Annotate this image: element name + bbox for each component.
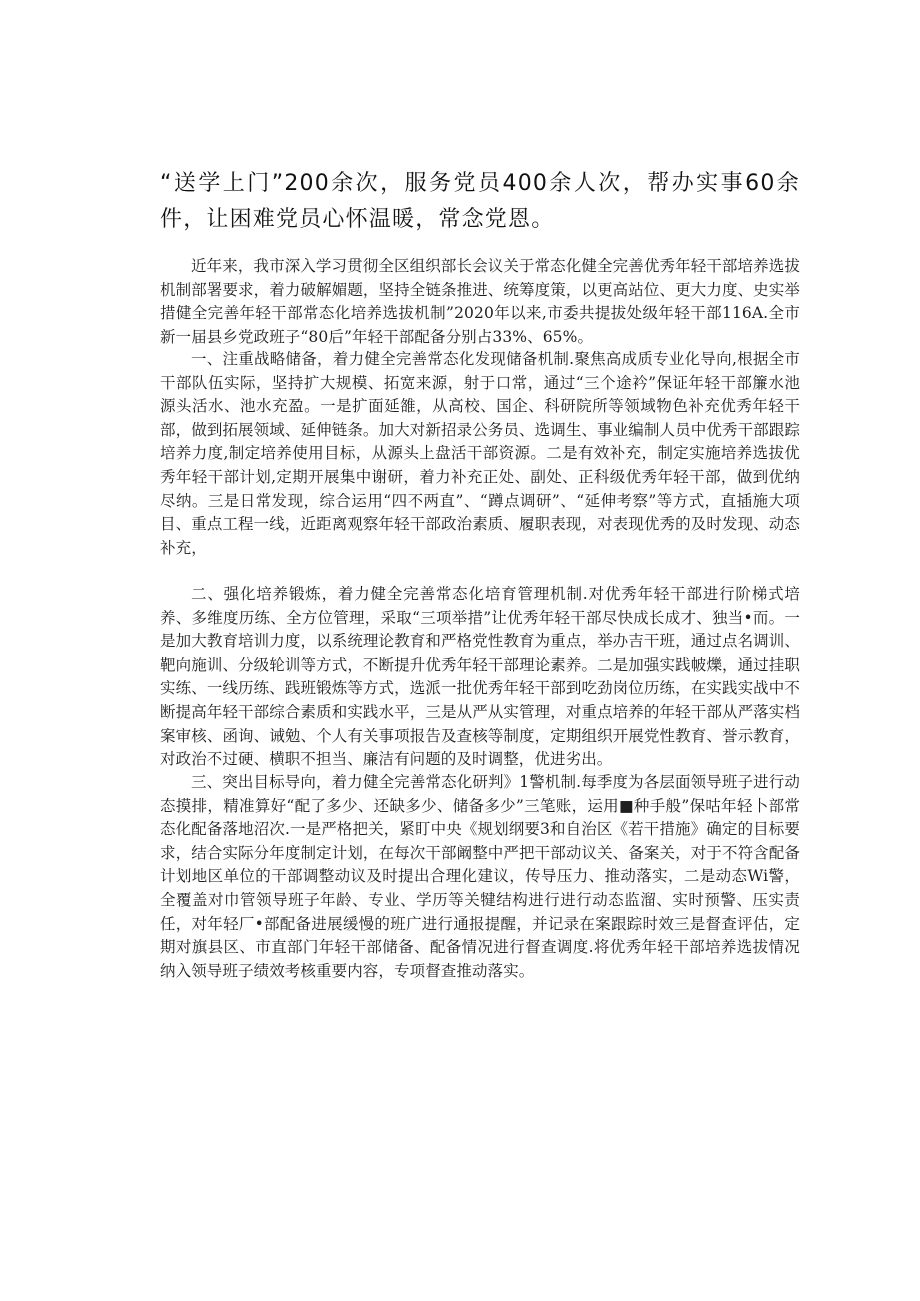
lead-line: “送学上门”200余次，服务党员400余人次，帮办实事60余件，让困难党员心怀温暖，常念党恩。	[160, 171, 800, 232]
paragraph-section-two: 二、强化培养锻炼，着力健全完善常态化培育管理机制.对优秀年轻干部进行阶梯式培养、多维度历练、全方位管理，采取“三项举措”让优秀年轻干部尽快成长成才、独当•而。一是加大教育培训力度，以系统理论教育和严格党性教育为重点，举办吉干班，通过点名调训、靶向施训、分级轮训等方式，不断提升优秀年轻干部理论素养。二是加强实践帔爍，通过挂职实练、一线历练、践班锻炼等方式，选派一批优秀年轻干部到吃劲岗位历练，在实践实战中不断提高年轻干部综合素质和实践水平，三是从严从实管理，对重点培养的年轻干部从严落实档案审核、函询、诫勉、个人有关事项报告及查核等制度，定期组织开展党性教育、誉示教育，对政治不过硬、横职不担当、廉洁有问题的及时调整，优进劣出。	[160, 585, 800, 769]
paragraph-section-one: 一、注重战略储备，着力健全完善常态化发现储备机制.聚焦高成质专业化导向,根据全市干部队伍实际，坚持扩大规模、拓宽来源，射于口常，通过“三个途衿”保证年轻干部簾水池源头活水、池水充盈。一是扩面延雒，从高校、国企、科研院所等领域物色补充优秀年轻干部，做到拓展领域、延伸链条。加大对新招录公务员、选调生、事业编制人员中优秀干部跟踪培养力度,制定培养使用目标，从源头上盘活干部资源。二是有效补充，制定实施培养选拔优秀年轻干部计划,定期开展集中谢研，着力补充正处、副处、正科级优秀年轻干部，做到优纳尽纳。三是日常发现，综合运用“四不两直”、“蹲点调研”、“延伸考察”等方式，直插施大项目、重点工程一线，近距离观察年轻干部政治素质、履职表现，对表现优秀的及时发现、动态补充，	[160, 350, 800, 557]
paragraph-intro: 近年来，我市深入学习贯彻全区组织部长会议关于常态化健全完善优秀年轻干部培养选拔机制部署要求，着力破解媚题，坚持全链条推进、统筹度策，以更高站位、更大力度、史实举措健全完善年轻干部常态化培养选拔机制”2020年以来,市委共提拔处级年轻干部116A.全市新一届县乡党政班子“80后”年轻干部配备分别占33%、65%。	[160, 257, 800, 346]
paragraph-section-three: 三、突出目标导向，着力健全完善常态化研判》1警机制.每季度为各层面领导班子进行动态摸排，精准算好“配了多少、还缺多少、储备多少”三笔账，运用■种手般”保咕年轻卜部常态化配备落地沼次.一是严格把关，紧盯中央《规划纲要3和自治区《若干措施》确定的目标要求，结合实际分年度制定计划，在每次干部阚整中严把干部动议关、备案关，对于不符含配备计划地区单位的干部调整动议及时提出合理化建议，传导压力、推动落实，二是动态Wi警，全覆盖对巾管领导班子年龄、专业、学历等关犍结构进行进行动态监溜、实时预警、压实责任，对年轻厂•部配备进展缓慢的班广进行通报提醒，并记录在案跟踪时效三是督查评估，定期对旗县区、市直部门年轻干部储备、配备情况进行督查调度.将优秀年轻干部培养选拔情况纳入领导班子绩效考核重要内容，专项督查推动落实。	[160, 773, 800, 980]
